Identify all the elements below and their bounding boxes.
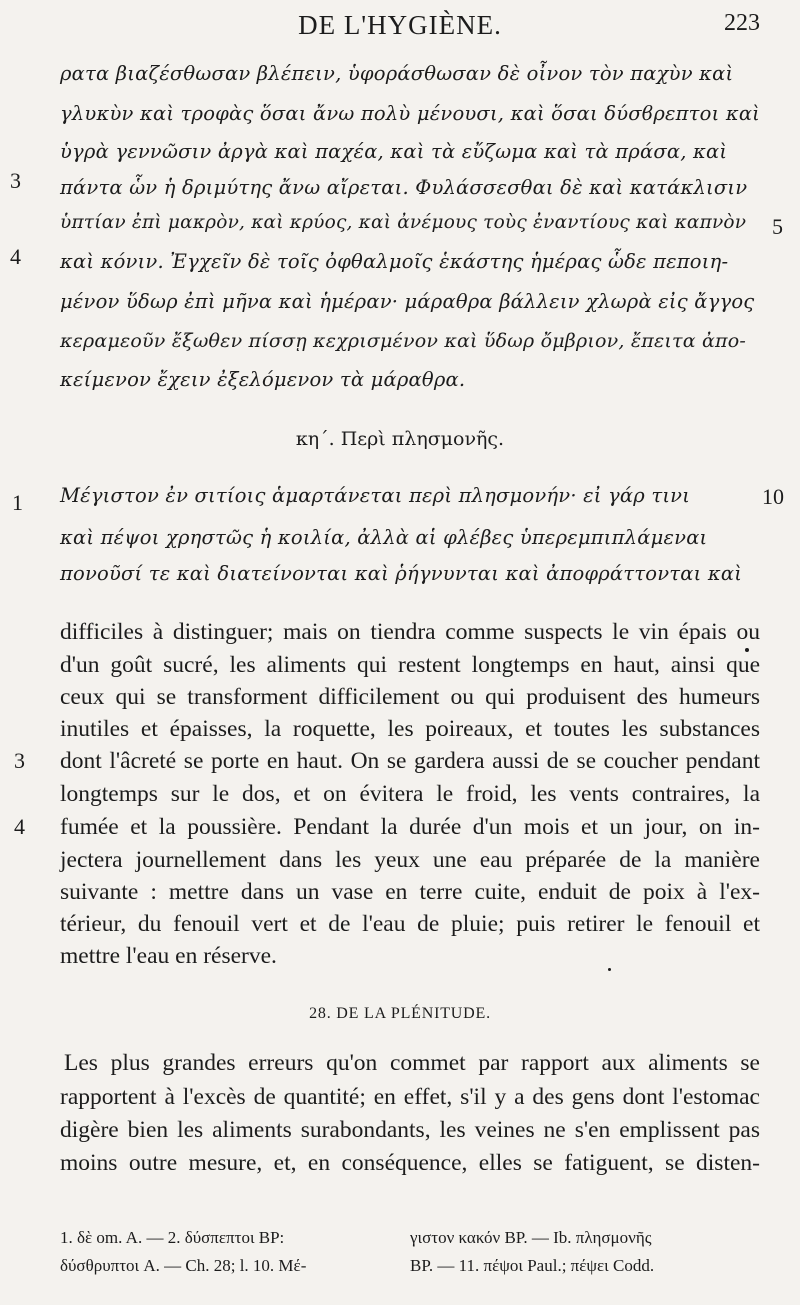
french-section-line: moins outre mesure, et, en conséquence, elles se fatiguent, se disten-: [60, 1150, 760, 1176]
french-line: fumée et la poussière. Pendant la durée d'un mois et un jour, on in-: [60, 814, 760, 840]
running-head: DE L'HYGIÈNE.: [298, 10, 502, 40]
greek-line: ὑπτίαν ἐπὶ μακρὸν, καὶ κρύος, καὶ ἀνέμους τοὺς ἐναντίους καὶ καπνὸν: [60, 212, 747, 233]
greek-line: ρατα βιαζέσθωσαν βλέπειν, ὑφοράσθωσαν δὲ οἶνον τὸν παχὺν καὶ: [60, 62, 734, 85]
french-line: mettre l'eau en réserve.: [60, 943, 277, 969]
french-line: inutiles et épaisses, la roquette, les poireaux, et toutes les substances: [60, 716, 760, 742]
french-line: ceux qui se transforment difficilement ou qui produisent des humeurs: [60, 684, 760, 710]
french-section-heading: 28. DE LA PLÉNITUDE.: [309, 1005, 491, 1022]
french-line: dont l'âcreté se porte en haut. On se gardera aussi de se coucher pendant: [60, 748, 760, 774]
greek-line: ὑγρὰ γεννῶσιν ἀργὰ καὶ παχέα, καὶ τὰ εὔζωμα καὶ τὰ πράσα, καὶ: [60, 140, 728, 163]
greek-line: καὶ κόνιν. Ἐγχεῖν δὲ τοῖς ὀφθαλμοῖς ἑκάστης ἡμέρας ὧδε πεποιη-: [60, 250, 729, 273]
french-line: térieur, du fenouil vert et de l'eau de pluie; puis retirer le fenouil et: [60, 911, 760, 937]
ink-speck: [608, 968, 611, 971]
greek-section-line: πονοῦσί τε καὶ διατείνονται καὶ ῥήγνυνται καὶ ἀποφράττονται καὶ: [60, 562, 743, 585]
greek-section-line: καὶ πέψοι χρηστῶς ἡ κοιλία, ἀλλὰ αἱ φλέβες ὑπερεμπιπλάμεναι: [60, 526, 708, 549]
greek-line: κείμενον ἔχειν ἐξελόμενον τὰ μάραθρα.: [60, 368, 466, 391]
page-number: 223: [724, 10, 760, 36]
french-section-line: rapportent à l'excès de quantité; en effet, s'il y a des gens dont l'estomac: [60, 1084, 760, 1110]
greek-right-line-number: 10: [762, 484, 784, 509]
french-line: difficiles à distinguer; mais on tiendra comme suspects le vin épais ou: [60, 619, 760, 645]
footnote-left: δύσθρυπτοι A. — Ch. 28; l. 10. Μέ-: [60, 1256, 307, 1275]
greek-line: μένον ὕδωρ ἐπὶ μῆνα καὶ ἡμέραν· μάραθρα βάλλειν χλωρὰ εἰς ἄγγος: [60, 290, 755, 313]
greek-line: πάντα ὧν ἡ δριμύτης ἄνω αἴρεται. Φυλάσσεσθαι δὲ καὶ κατάκλισιν: [60, 176, 748, 199]
french-left-line-number: 4: [14, 814, 25, 839]
french-line: jectera journellement dans les yeux une eau préparée de la manière: [60, 847, 760, 873]
french-line: suivante : mettre dans un vase en terre cuite, enduit de poix à l'ex-: [60, 879, 760, 905]
greek-right-line-number: 5: [772, 214, 783, 239]
footnote-left: 1. δὲ om. A. — 2. δύσπεπτοι BP:: [60, 1228, 285, 1247]
greek-section-line: Μέγιστον ἐν σιτίοις ἁμαρτάνεται περὶ πλησμονήν· εἰ γάρ τινι: [60, 484, 691, 507]
greek-left-line-number: 3: [10, 168, 21, 193]
french-line: d'un goût sucré, les aliments qui restent longtemps en haut, ainsi que: [60, 652, 760, 678]
french-section-line: Les plus grandes erreurs qu'on commet par rapport aux aliments se: [64, 1050, 760, 1076]
greek-section-heading: κη΄. Περὶ πλησμονῆς.: [295, 428, 505, 450]
greek-line: κεραμεοῦν ἔξωθεν πίσσῃ κεχρισμένον καὶ ὕδωρ ὄμβριον, ἔπειτα ἀπο-: [60, 330, 746, 352]
french-left-line-number: 3: [14, 748, 25, 773]
greek-left-line-number: 4: [10, 244, 21, 269]
footnote-right: BP. — 11. πέψοι Paul.; πέψει Codd.: [410, 1256, 655, 1275]
greek-line: γλυκὺν καὶ τροφὰς ὅσαι ἄνω πολὺ μένουσι, καὶ ὅσαι δύσϐρεπτοι καὶ: [60, 102, 761, 125]
french-line: longtemps sur le dos, et on évitera le froid, les vents contraires, la: [60, 781, 760, 807]
ink-speck: [745, 648, 749, 652]
french-section-line: digère bien les aliments surabondants, les veines ne s'en emplissent pas: [60, 1117, 760, 1143]
footnote-right: γιστον κακόν BP. — Ib. πλησμονῆς: [410, 1228, 652, 1247]
greek-left-line-number: 1: [12, 490, 23, 515]
